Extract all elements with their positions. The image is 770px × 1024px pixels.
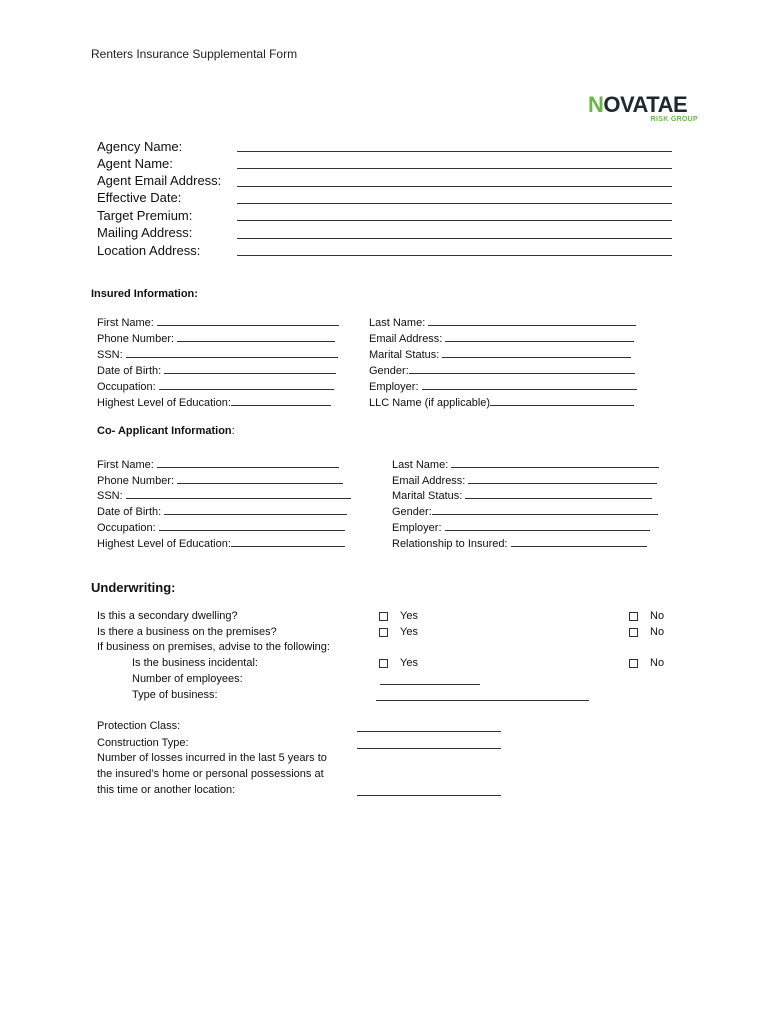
insured-ssn-field[interactable] [126,347,338,358]
insured-occupation-field[interactable] [159,379,334,390]
losses-label-line2: the insured’s home or personal possessions at [97,768,324,780]
insured-last-name: Last Name: [369,315,636,329]
co-education-field[interactable] [231,536,345,547]
insured-education-field[interactable] [231,395,331,406]
insured-gender-field[interactable] [409,363,635,374]
q-secondary-dwelling: Is this a secondary dwelling? [97,610,238,622]
insured-dob-field[interactable] [164,363,336,374]
co-last-name-field[interactable] [451,457,659,468]
insured-occupation: Occupation: [97,379,334,393]
co-dob: Date of Birth: [97,504,347,518]
insured-education: Highest Level of Education: [97,395,331,409]
co-relationship-field[interactable] [511,536,647,547]
co-gender-field[interactable] [432,504,658,515]
effective-date-field[interactable] [237,203,672,204]
insured-employer-field[interactable] [422,379,637,390]
checkbox-icon[interactable] [629,628,638,637]
co-ssn: SSN: [97,488,351,502]
co-last-name: Last Name: [392,457,659,471]
co-dob-field[interactable] [164,504,347,515]
checkbox-icon[interactable] [629,659,638,668]
q-type-business: Type of business: [132,689,218,701]
insured-ssn: SSN: [97,347,338,361]
insured-marital-field[interactable] [442,347,631,358]
document-title: Renters Insurance Supplemental Form [91,47,298,61]
losses-field[interactable] [357,795,501,796]
business-no-option[interactable]: No [629,626,664,638]
co-education: Highest Level of Education: [97,536,345,550]
coapplicant-heading: Co- Applicant Information: [97,425,235,437]
protection-class-label: Protection Class: [97,720,181,732]
logo-letter: N [588,92,604,117]
protection-class-field[interactable] [357,731,501,732]
agent-email-label: Agent Email Address: [97,173,222,188]
checkbox-icon[interactable] [379,659,388,668]
co-ssn-field[interactable] [126,488,351,499]
insured-phone-field[interactable] [177,331,335,342]
construction-type-label: Construction Type: [97,737,189,749]
target-premium-label: Target Premium: [97,208,193,223]
co-employer: Employer: [392,520,650,534]
checkbox-icon[interactable] [379,628,388,637]
secondary-no-option[interactable]: No [629,610,664,622]
q-business-premises: Is there a business on the premises? [97,626,277,638]
checkbox-icon[interactable] [379,612,388,621]
insured-email: Email Address: [369,331,634,345]
co-occupation-field[interactable] [159,520,345,531]
secondary-yes-option[interactable]: Yes [379,610,418,622]
insured-llc: LLC Name (if applicable) [369,395,634,409]
location-address-label: Location Address: [97,243,201,258]
co-employer-field[interactable] [445,520,650,531]
co-marital-field[interactable] [465,488,652,499]
agent-email-field[interactable] [237,186,672,187]
insured-first-name-field[interactable] [157,315,339,326]
co-occupation: Occupation: [97,520,345,534]
insured-heading: Insured Information: [91,288,198,300]
agent-name-label: Agent Name: [97,156,173,171]
logo-word: OVATAE [603,92,688,117]
mailing-address-field[interactable] [237,238,672,239]
insured-llc-field[interactable] [490,395,634,406]
underwriting-heading: Underwriting: [91,580,176,595]
target-premium-field[interactable] [237,220,672,221]
business-type-field[interactable] [376,700,589,701]
logo-subtitle: RISK GROUP [650,116,698,123]
co-phone: Phone Number: [97,473,343,487]
agent-name-field[interactable] [237,168,672,169]
construction-type-field[interactable] [357,748,501,749]
co-email: Email Address: [392,473,657,487]
insured-last-name-field[interactable] [428,315,636,326]
losses-label-line1: Number of losses incurred in the last 5 years to [97,752,327,764]
co-first-name: First Name: [97,457,339,471]
q-business-incidental: Is the business incidental: [132,657,258,669]
checkbox-icon[interactable] [629,612,638,621]
co-email-field[interactable] [468,473,657,484]
co-marital: Marital Status: [392,488,652,502]
incidental-no-option[interactable]: No [629,657,664,669]
effective-date-label: Effective Date: [97,190,182,205]
co-relationship: Relationship to Insured: [392,536,647,550]
business-yes-option[interactable]: Yes [379,626,418,638]
agency-name-label: Agency Name: [97,139,183,154]
agency-name-field[interactable] [237,151,672,152]
mailing-address-label: Mailing Address: [97,225,193,240]
employees-field[interactable] [380,684,480,685]
co-phone-field[interactable] [177,473,343,484]
insured-email-field[interactable] [445,331,634,342]
insured-phone: Phone Number: [97,331,335,345]
losses-label-line3: this time or another location: [97,784,236,796]
company-logo [588,92,704,128]
q-business-advise: If business on premises, advise to the following: [97,641,330,653]
co-gender: Gender: [392,504,658,518]
insured-marital: Marital Status: [369,347,631,361]
co-first-name-field[interactable] [157,457,339,468]
q-number-employees: Number of employees: [132,673,243,685]
insured-dob: Date of Birth: [97,363,336,377]
insured-gender: Gender: [369,363,635,377]
location-address-field[interactable] [237,255,672,256]
incidental-yes-option[interactable]: Yes [379,657,418,669]
insured-employer: Employer: [369,379,637,393]
insured-first-name: First Name: [97,315,339,329]
